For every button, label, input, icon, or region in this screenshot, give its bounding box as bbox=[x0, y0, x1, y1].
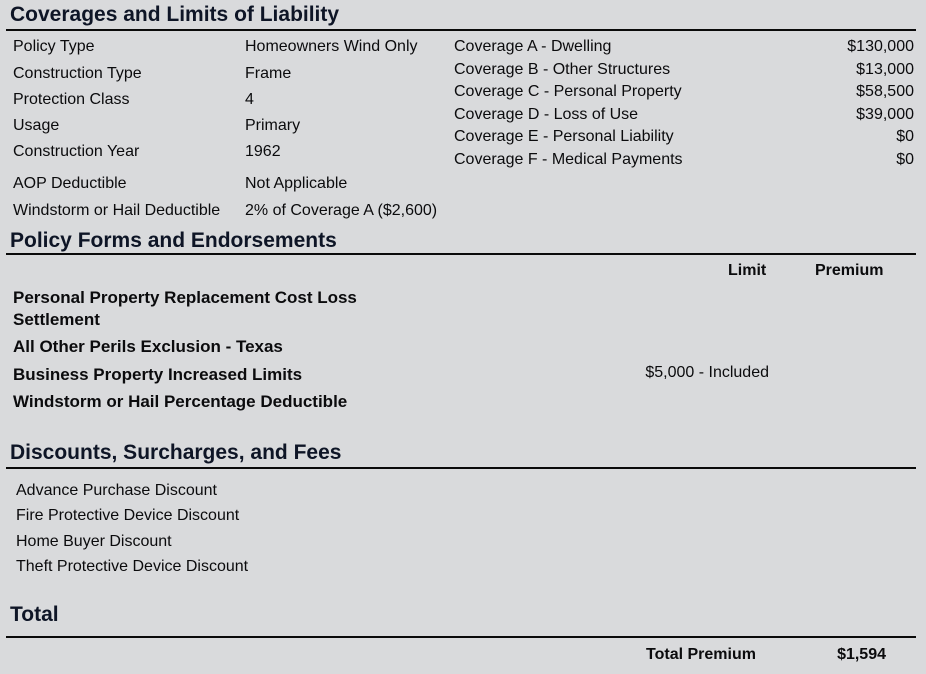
total-heading: Total bbox=[10, 603, 59, 626]
coverages-heading: Coverages and Limits of Liability bbox=[10, 3, 340, 26]
forms-rule bbox=[6, 253, 916, 255]
coverages-rule bbox=[6, 29, 916, 31]
usage-value: Primary bbox=[245, 117, 301, 134]
forms-heading: Policy Forms and Endorsements bbox=[10, 229, 337, 252]
discount-fire-protective: Fire Protective Device Discount bbox=[16, 507, 240, 524]
coverage-e-label: Coverage E - Personal Liability bbox=[454, 128, 674, 145]
usage-label: Usage bbox=[13, 117, 60, 134]
policy-type-label: Policy Type bbox=[13, 38, 95, 55]
construction-year-value: 1962 bbox=[245, 143, 281, 160]
coverage-d-amount: $39,000 bbox=[856, 106, 914, 123]
coverage-b-label: Coverage B - Other Structures bbox=[454, 61, 671, 78]
protection-class-value: 4 bbox=[245, 91, 254, 108]
construction-type-value: Frame bbox=[245, 65, 292, 82]
form-business-property: Business Property Increased Limits bbox=[13, 365, 303, 384]
coverage-d-label: Coverage D - Loss of Use bbox=[454, 106, 639, 123]
form-personal-property-line2: Settlement bbox=[13, 310, 100, 329]
protection-class-label: Protection Class bbox=[13, 91, 130, 108]
form-all-other-perils: All Other Perils Exclusion - Texas bbox=[13, 337, 283, 356]
aop-deductible-value: Not Applicable bbox=[245, 175, 348, 192]
discounts-heading: Discounts, Surcharges, and Fees bbox=[10, 441, 342, 464]
wind-deductible-value: 2% of Coverage A ($2,600) bbox=[245, 202, 438, 219]
form-personal-property-line1: Personal Property Replacement Cost Loss bbox=[13, 288, 357, 307]
coverage-c-label: Coverage C - Personal Property bbox=[454, 83, 682, 100]
coverage-f-amount: $0 bbox=[896, 151, 914, 168]
total-premium-value: $1,594 bbox=[837, 646, 886, 663]
coverage-b-amount: $13,000 bbox=[856, 61, 914, 78]
discount-advance-purchase: Advance Purchase Discount bbox=[16, 482, 217, 499]
discount-home-buyer: Home Buyer Discount bbox=[16, 533, 172, 550]
form-business-property-limit: $5,000 - Included bbox=[645, 364, 769, 381]
coverage-a-label: Coverage A - Dwelling bbox=[454, 38, 612, 55]
policy-type-value: Homeowners Wind Only bbox=[245, 38, 418, 55]
form-windstorm-deductible: Windstorm or Hail Percentage Deductible bbox=[13, 392, 348, 411]
coverage-c-amount: $58,500 bbox=[856, 83, 914, 100]
total-premium-label: Total Premium bbox=[646, 646, 756, 663]
premium-column-header: Premium bbox=[815, 262, 884, 279]
discount-theft-protective: Theft Protective Device Discount bbox=[16, 558, 249, 575]
total-rule bbox=[6, 636, 916, 638]
coverage-f-label: Coverage F - Medical Payments bbox=[454, 151, 683, 168]
limit-column-header: Limit bbox=[728, 262, 767, 279]
coverage-e-amount: $0 bbox=[896, 128, 914, 145]
construction-type-label: Construction Type bbox=[13, 65, 142, 82]
construction-year-label: Construction Year bbox=[13, 143, 140, 160]
coverage-a-amount: $130,000 bbox=[847, 38, 914, 55]
aop-deductible-label: AOP Deductible bbox=[13, 175, 127, 192]
discounts-rule bbox=[6, 467, 916, 469]
wind-deductible-label: Windstorm or Hail Deductible bbox=[13, 202, 221, 219]
